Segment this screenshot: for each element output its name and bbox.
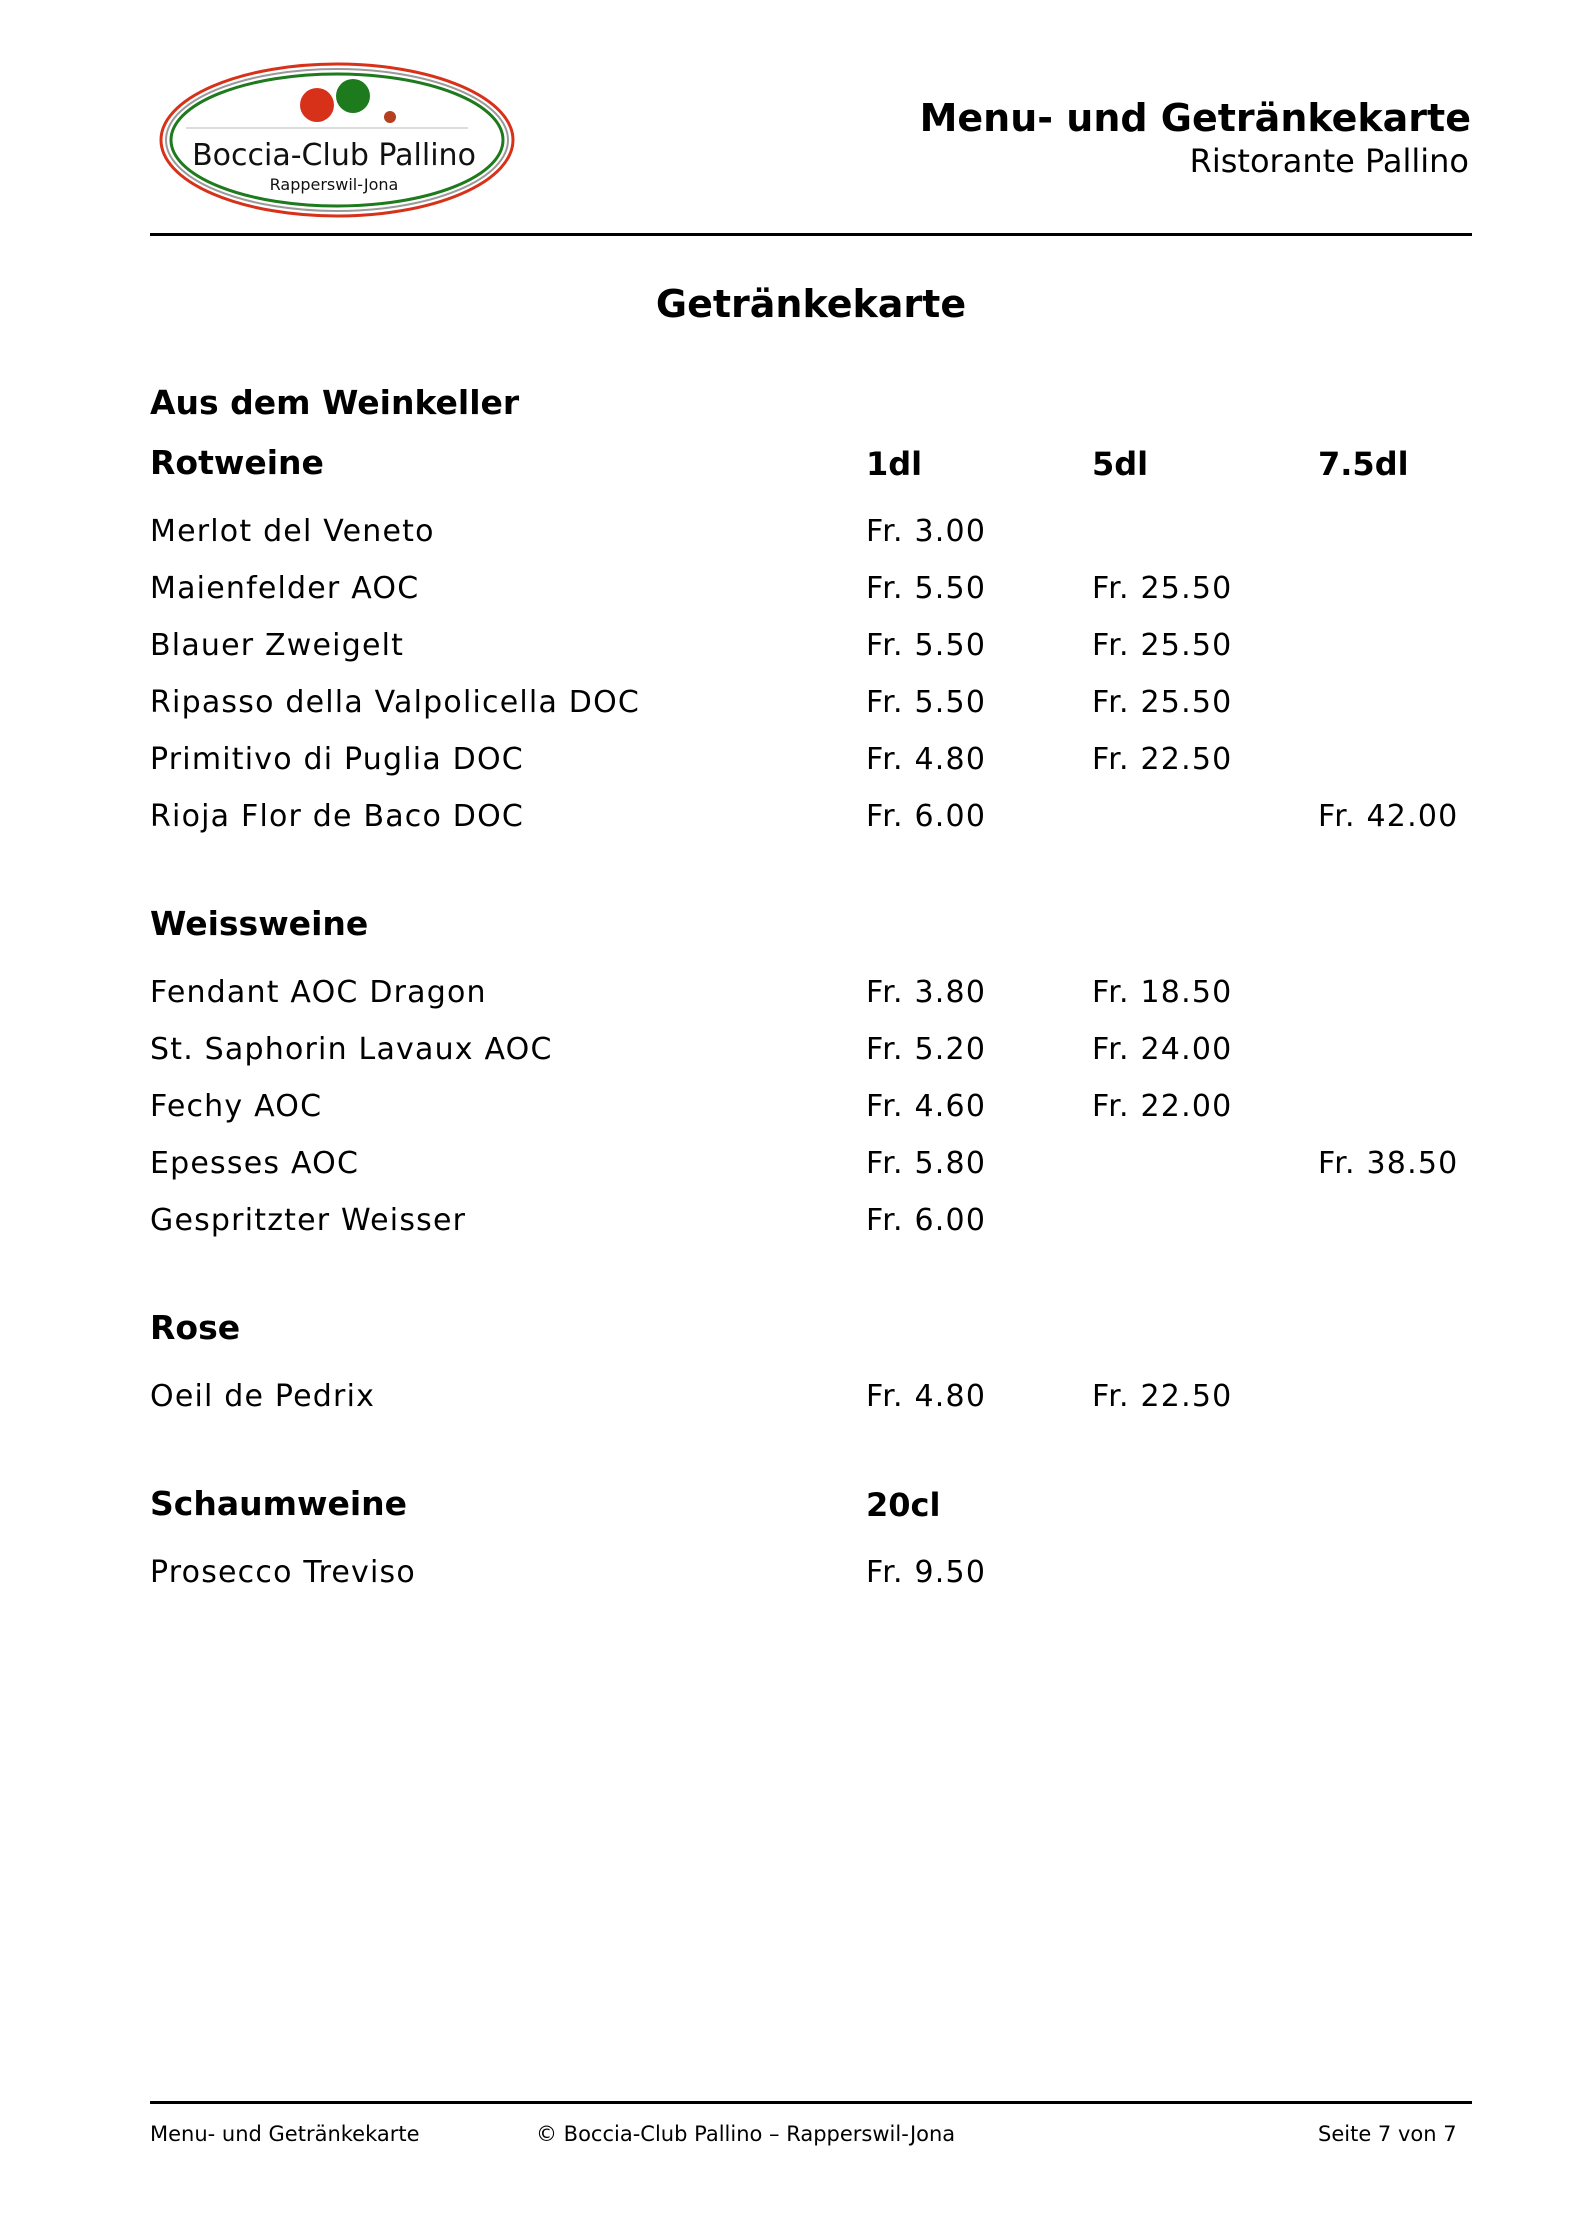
price-5dl: Fr. 25.50 [1092,685,1233,720]
column-header-1dl: 1dl [866,445,923,483]
price-7-5dl: Fr. 38.50 [1318,1146,1459,1181]
wine-name: Gespritzter Weisser [150,1203,467,1238]
category-title-rose: Rose [150,1308,241,1347]
price-5dl: Fr. 25.50 [1092,628,1233,663]
wine-name: Merlot del Veneto [150,514,435,549]
category-title-weissweine: Weissweine [150,904,369,943]
category-title-rotweine: Rotweine [150,443,324,482]
wine-name: Blauer Zweigelt [150,628,405,663]
price-1dl: Fr. 5.80 [866,1146,987,1181]
footer-copyright: © Boccia-Club Pallino – Rapperswil-Jona [536,2122,956,2146]
green-ball-icon [336,79,370,113]
price-1dl: Fr. 4.80 [866,1379,987,1414]
price-1dl: Fr. 5.50 [866,685,987,720]
pallino-ball-icon [384,111,396,123]
price-1dl: Fr. 6.00 [866,1203,987,1238]
price-5dl: Fr. 25.50 [1092,571,1233,606]
wine-name: Fechy AOC [150,1089,323,1124]
document-title: Menu- und Getränkekarte [919,96,1471,140]
price-20cl: Fr. 9.50 [866,1555,987,1590]
column-header-7-5dl: 7.5dl [1318,445,1409,483]
price-1dl: Fr. 3.00 [866,514,987,549]
price-7-5dl: Fr. 42.00 [1318,799,1459,834]
footer-divider [150,2101,1472,2104]
price-1dl: Fr. 5.20 [866,1032,987,1067]
logo-location: Rapperswil-Jona [269,175,399,194]
footer-page-number: Seite 7 von 7 [1318,2122,1457,2146]
price-5dl: Fr. 24.00 [1092,1032,1233,1067]
price-1dl: Fr. 5.50 [866,628,987,663]
header-divider [150,233,1472,236]
footer-document-title: Menu- und Getränkekarte [150,2122,420,2146]
wine-name: Prosecco Treviso [150,1555,416,1590]
boccia-club-logo [158,60,516,220]
column-header-5dl: 5dl [1092,445,1149,483]
price-1dl: Fr. 3.80 [866,975,987,1010]
red-ball-icon [300,88,334,122]
logo-name: Boccia-Club Pallino [192,138,476,173]
category-title-schaumweine: Schaumweine [150,1484,408,1523]
price-1dl: Fr. 5.50 [866,571,987,606]
price-1dl: Fr. 4.80 [866,742,987,777]
wine-name: Maienfelder AOC [150,571,420,606]
wine-name: Oeil de Pedrix [150,1379,376,1414]
price-5dl: Fr. 22.50 [1092,1379,1233,1414]
wine-name: St. Saphorin Lavaux AOC [150,1032,553,1067]
price-5dl: Fr. 18.50 [1092,975,1233,1010]
price-1dl: Fr. 6.00 [866,799,987,834]
price-1dl: Fr. 4.60 [866,1089,987,1124]
price-5dl: Fr. 22.50 [1092,742,1233,777]
document-subtitle: Ristorante Pallino [1189,142,1469,180]
wine-name: Rioja Flor de Baco DOC [150,799,525,834]
wine-name: Epesses AOC [150,1146,360,1181]
section-title: Aus dem Weinkeller [150,383,520,422]
wine-name: Fendant AOC Dragon [150,975,487,1010]
price-5dl: Fr. 22.00 [1092,1089,1233,1124]
column-header-20cl: 20cl [866,1486,941,1524]
page-heading: Getränkekarte [655,282,967,326]
wine-name: Primitivo di Puglia DOC [150,742,524,777]
wine-name: Ripasso della Valpolicella DOC [150,685,641,720]
